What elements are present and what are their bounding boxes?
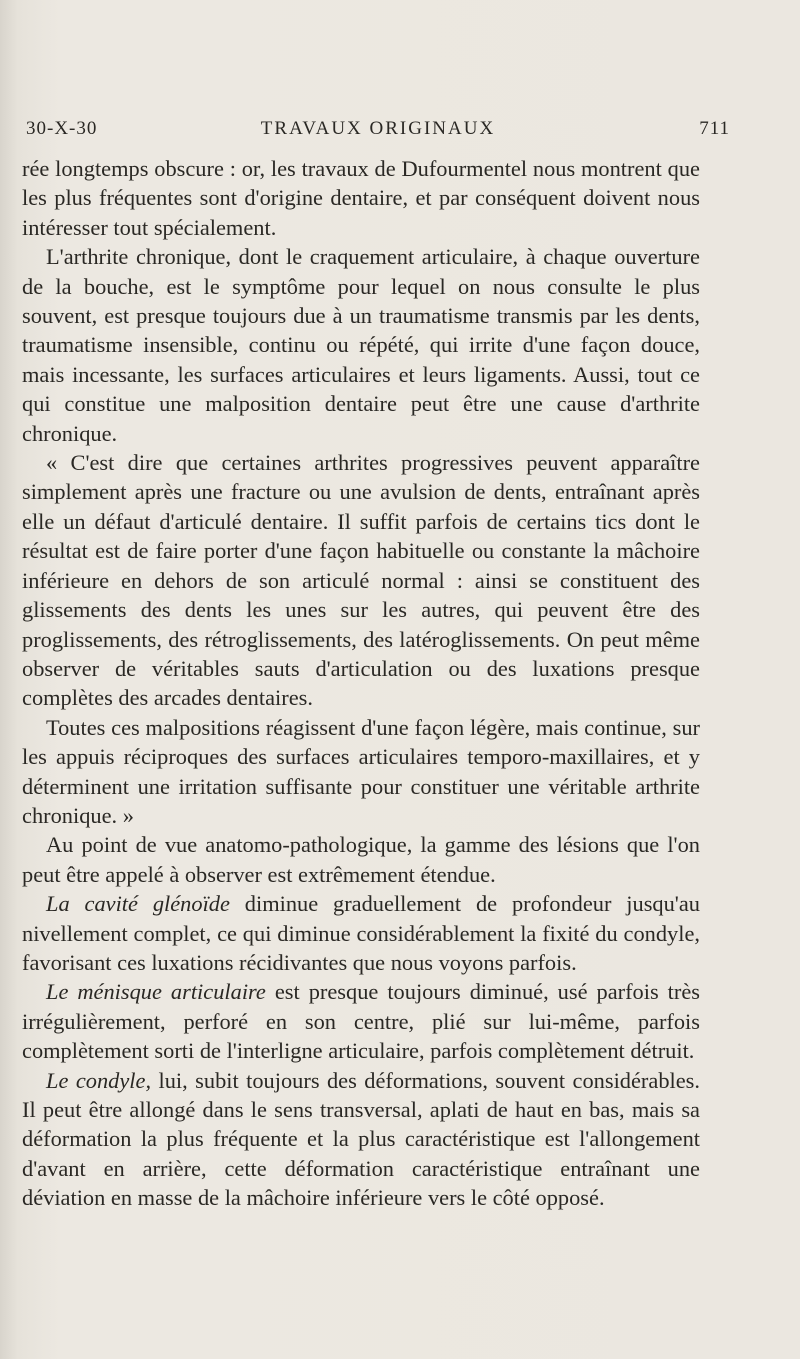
paragraph-6-lead: La cavité glénoïde — [46, 891, 230, 917]
paragraph-8-lead: Le condyle, — [46, 1067, 152, 1093]
paragraph-7-lead: Le ménisque articulaire — [46, 979, 266, 1005]
paragraph-4: Toutes ces malpositions réagissent d'une façon légère, mais continue, sur les appuis réciproques des surfaces articulaires temporo-maxillaires, et y déterminent une irritation suffisante pour constituer une véritable arthrite chronique. » — [22, 714, 700, 828]
running-header — [26, 118, 730, 142]
paragraph-6: La cavité glénoïde diminue graduellement de profondeur jusqu'au nivellement complet, ce qui diminue considérablement la fixité du condyle, favorisant ces luxations récidivantes que nous voyons parfois. — [22, 891, 700, 975]
page-body — [22, 154, 700, 1213]
paragraph-1: rée longtemps obscure : or, les travaux de Dufourmentel nous montrent que les plus fréquentes sont d'origine dentaire, et par conséquent doivent nous intéresser tout spécialement. — [22, 156, 700, 240]
page-number: 711 — [699, 118, 730, 139]
paragraph-5: Au point de vue anatomo-pathologique, la gamme des lésions que l'on peut être appelé à observer est extrêmement étendue. — [22, 832, 700, 887]
paragraph-8: Le condyle, lui, subit toujours des déformations, souvent considérables. Il peut être allongé dans le sens transversal, aplati de haut en bas, mais sa déformation la plus fréquente et la plus caractéristique est l'allongement d'avant en arrière, cette déformation caractéristique entraînant une déviation en masse de la mâchoire inférieure vers le côté opposé. — [22, 1067, 700, 1211]
header-date: 30-X-30 — [26, 118, 98, 139]
paragraph-3: « C'est dire que certaines arthrites progressives peuvent apparaître simplement après une fracture ou une avulsion de dents, entraînant après elle un défaut d'articulé dentaire. Il suffit parfois de certains tics dont le résultat est de faire porter d'une façon habituelle ou constante la mâchoire inférieure en dehors de son articulé normal : ainsi se constituent des glissements des dents les unes sur les autres, qui peuvent être des proglissements, des rétroglissements, des latéroglissements. On peut même observer de véritables sauts d'articulation ou des luxations presque complètes des arcades dentaires. — [22, 450, 700, 711]
paragraph-7: Le ménisque articulaire est presque toujours diminué, usé parfois très irrégulièrement, perforé en son centre, plié sur lui-même, parfois complètement sorti de l'interligne articulaire, parfois complètement détruit. — [22, 979, 700, 1064]
paragraph-2: L'arthrite chronique, dont le craquement articulaire, à chaque ouverture de la bouche, est le symptôme pour lequel on nous consulte le plus souvent, est presque toujours due à un traumatisme transmis par les dents, traumatisme insensible, continu ou répété, qui irrite d'une façon douce, mais incessante, les surfaces articulaires et leurs ligaments. Aussi, tout ce qui constitue une malposition dentaire peut être une cause d'arthrite chronique. — [22, 244, 700, 446]
header-section-title: TRAVAUX ORIGINAUX — [260, 118, 496, 139]
